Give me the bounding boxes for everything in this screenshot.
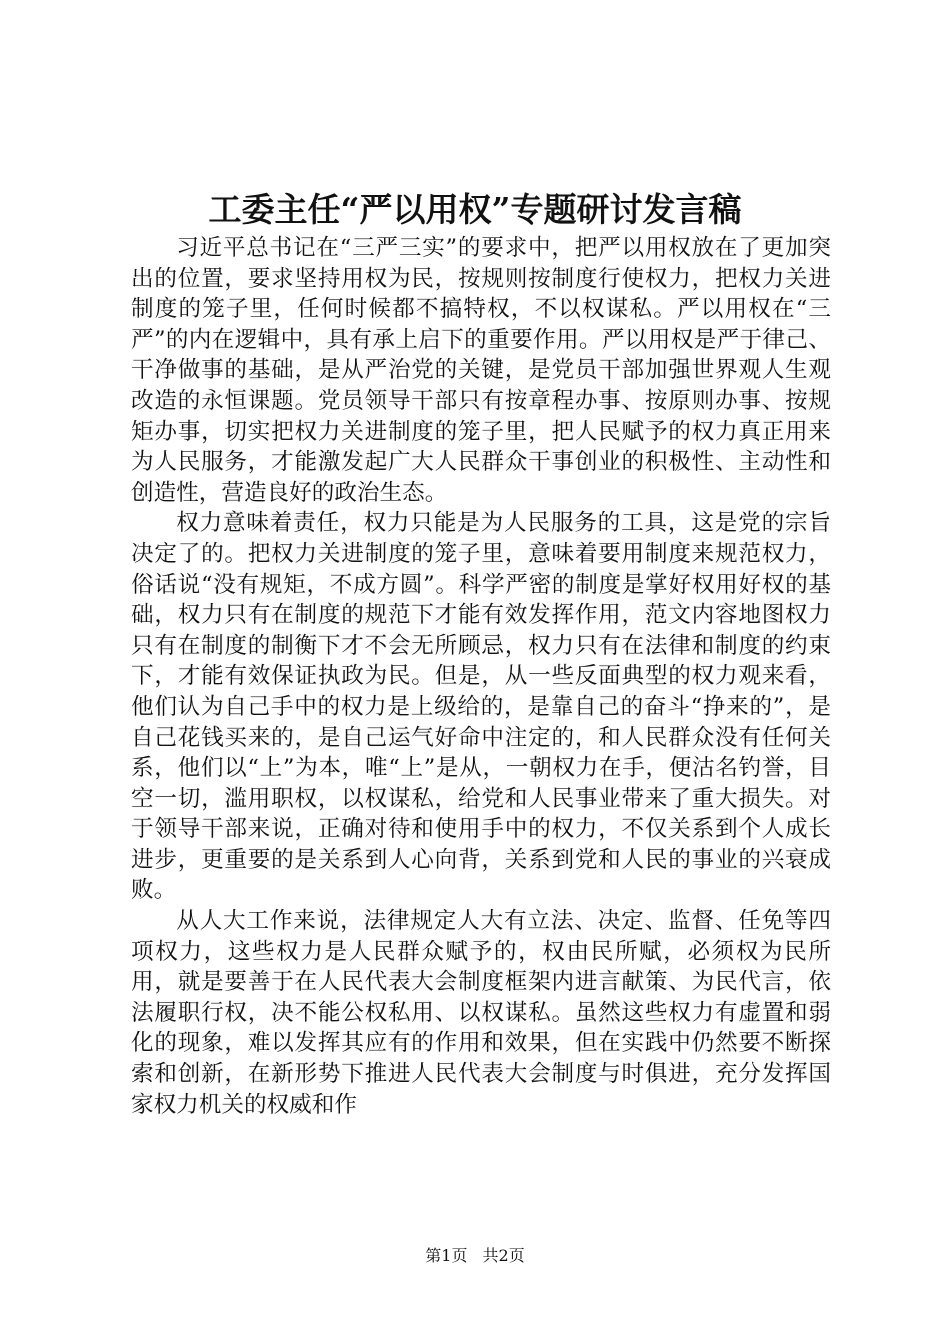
page-footer — [0, 1246, 950, 1266]
document-title: 工委主任“严以用权”专题研讨发言稿 — [208, 190, 742, 229]
body-paragraph-3: 从人大工作来说，法律规定人大有立法、决定、监督、任免等四项权力，这些权力是人民群众赋予的，权由民所赋，必须权为民所用，就是要善于在人民代表大会制度框架内进言献策、为民代言，依法履职行权，决不能公权私用、以权谋私。虽然这些权力有虚置和弱化的现象，难以发挥其应有的作用和效果，但在实践中仍然要不断探索和创新，在新形势下推进人民代表大会制度与时俱进，充分发挥国家权力机关的权威和作 — [131, 908, 831, 1118]
document-body — [131, 233, 831, 1120]
body-paragraph-1: 习近平总书记在“三严三实”的要求中，把严以用权放在了更加突出的位置，要求坚持用权为民，按规则按制度行使权力，把权力关进制度的笼子里，任何时候都不搞特权，不以权谋私。严以用权在“三严”的内在逻辑中，具有承上启下的重要作用。严以用权是严于律己、干净做事的基础，是从严治党的关键，是党员干部加强世界观人生观改造的永恒课题。党员领导干部只有按章程办事、按原则办事、按规矩办事，切实把权力关进制度的笼子里，把人民赋予的权力真正用来为人民服务，才能激发起广大人民群众干事创业的积极性、主动性和创造性，营造良好的政治生态。 — [131, 235, 831, 506]
page-number-current: 第1页 — [425, 1246, 468, 1265]
body-paragraph-2: 权力意味着责任，权力只能是为人民服务的工具，这是党的宗旨决定了的。把权力关进制度的笼子里，意味着要用制度来规范权力，俗话说“没有规矩，不成方圆”。科学严密的制度是掌好权用好权的基础，权力只有在制度的规范下才能有效发挥作用，范文内容地图权力只有在制度的制衡下才不会无所顾忌，权力只有在法律和制度的约束下，才能有效保证执政为民。但是，从一些反面典型的权力观来看，他们认为自己手中的权力是上级给的，是靠自己的奋斗“挣来的”，是自己花钱买来的，是自己运气好命中注定的，和人民群众没有任何关系，他们以“上”为本，唯“上”是从，一朝权力在手，便沽名钓誉，目空一切，滥用职权，以权谋私，给党和人民事业带来了重大损失。对于领导干部来说，正确对待和使用手中的权力，不仅关系到个人成长进步，更重要的是关系到人心向背，关系到党和人民的事业的兴衰成败。 — [131, 510, 831, 904]
page-number-total: 共2页 — [482, 1246, 525, 1265]
